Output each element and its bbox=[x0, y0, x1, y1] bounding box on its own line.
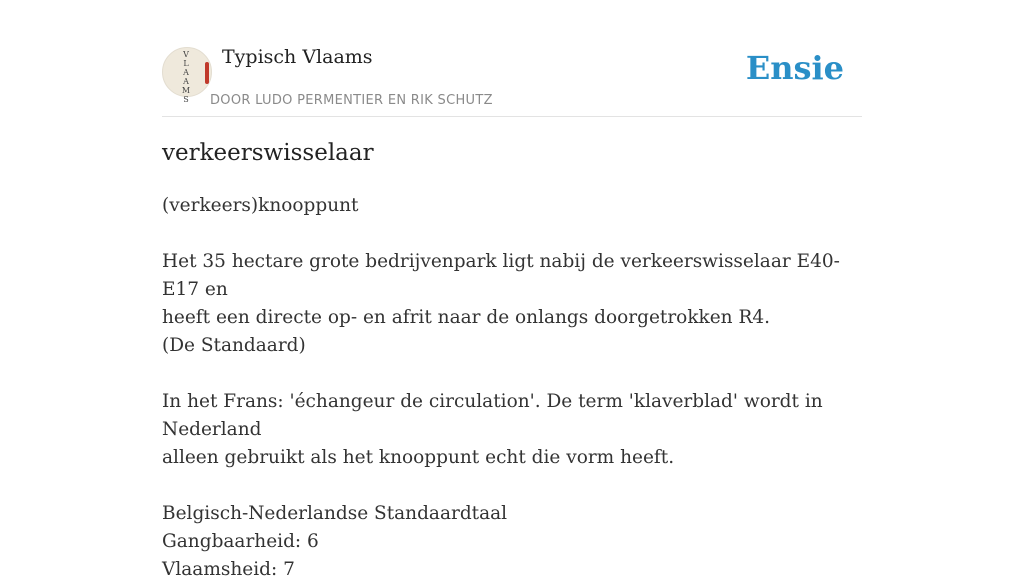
entry-vlaamsheid: Vlaamsheid: 7 bbox=[162, 559, 295, 580]
entry-note-line-1: In het Frans: 'échangeur de circulation'. De term 'klaverblad' wordt in Nederland bbox=[162, 391, 823, 440]
entry-source: (De Standaard) bbox=[162, 335, 306, 356]
entry-example-line-2: heeft een directe op- en afrit naar de onlangs doorgetrokken R4. bbox=[162, 307, 771, 328]
book-cover-letters: V L A A M S bbox=[181, 50, 191, 104]
brand-logo[interactable]: Ensie bbox=[745, 49, 844, 87]
book-title[interactable]: Typisch Vlaams bbox=[222, 46, 373, 68]
entry-register: Belgisch-Nederlandse Standaardtaal bbox=[162, 503, 508, 524]
page-header bbox=[162, 44, 862, 117]
entry-example-line-1: Het 35 hectare grote bedrijvenpark ligt nabij de verkeerswisselaar E40-E17 en bbox=[162, 251, 840, 300]
entry-body bbox=[162, 192, 862, 584]
entry-definition: (verkeers)knooppunt bbox=[162, 195, 359, 216]
book-authors: DOOR LUDO PERMENTIER EN RIK SCHUTZ bbox=[210, 93, 493, 108]
entry-gangbaarheid: Gangbaarheid: 6 bbox=[162, 531, 319, 552]
book-cover-stripe bbox=[205, 62, 209, 84]
book-cover-icon[interactable] bbox=[162, 47, 212, 104]
entry-title: verkeerswisselaar bbox=[162, 140, 374, 166]
entry-note-line-2: alleen gebruikt als het knooppunt echt die vorm heeft. bbox=[162, 447, 675, 468]
